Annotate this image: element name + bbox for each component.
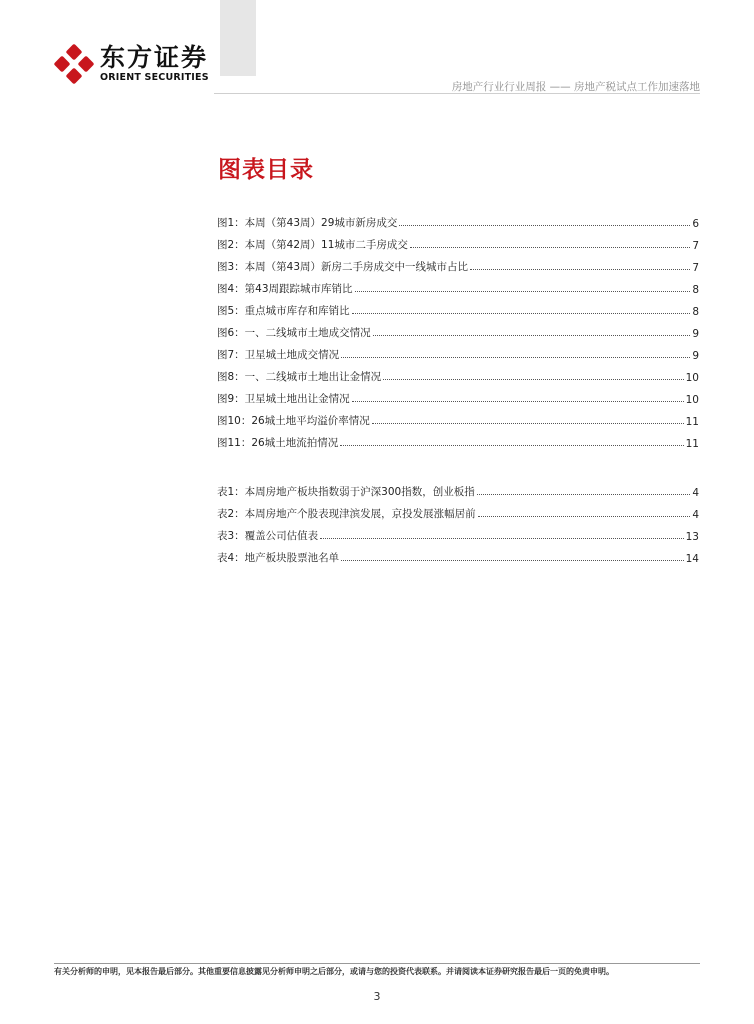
- brand-name-cn: 东方证券: [100, 43, 209, 72]
- toc-entry-figure[interactable]: [217, 208, 699, 230]
- header-divider: [214, 93, 700, 94]
- table-list: [217, 477, 699, 565]
- header-accent-bar: [220, 0, 256, 76]
- report-header: [452, 79, 700, 94]
- toc-entry-label: 表3：覆盖公司估值表: [217, 530, 319, 542]
- dot-leader: [352, 313, 691, 314]
- toc-entry-label: 图7：卫星城土地成交情况: [217, 349, 340, 361]
- page-number: 3: [373, 990, 381, 1003]
- toc-entry-table[interactable]: [217, 477, 699, 499]
- toc-entry-page: 8: [692, 306, 699, 318]
- dot-leader: [399, 225, 690, 226]
- toc-entry-figure[interactable]: [217, 384, 699, 406]
- toc-entry-table[interactable]: [217, 499, 699, 521]
- toc-entry-label: 图11：26城土地流拍情况: [217, 437, 339, 449]
- toc-entry-label: 表2：本周房地产个股表现津滨发展，京投发展涨幅居前: [217, 508, 476, 520]
- toc-entry-figure[interactable]: [217, 318, 699, 340]
- toc-entry-figure[interactable]: [217, 406, 699, 428]
- toc-entry-label: 图2：本周（第42周）11城市二手房成交: [217, 239, 408, 251]
- toc-entry-table[interactable]: [217, 521, 699, 543]
- toc-entry-label: 图6：一、二线城市土地成交情况: [217, 327, 371, 339]
- toc-entry-figure[interactable]: [217, 428, 699, 450]
- toc-entry-page: 4: [692, 487, 699, 499]
- toc-entry-figure[interactable]: [217, 252, 699, 274]
- orient-securities-logo-icon: [54, 44, 94, 84]
- toc-entry-page: 4: [692, 509, 699, 521]
- toc-entry-page: 11: [685, 438, 699, 450]
- toc-entry-page: 14: [685, 553, 699, 565]
- footer-divider: [54, 963, 700, 964]
- dot-leader: [470, 269, 690, 270]
- brand-name-en: ORIENT SECURITIES: [100, 72, 209, 83]
- dot-leader: [320, 538, 683, 539]
- toc-entry-label: 图5：重点城市库存和库销比: [217, 305, 350, 317]
- dot-leader: [477, 494, 691, 495]
- toc-entry-label: 图1：本周（第43周）29城市新房成交: [217, 217, 398, 229]
- toc-entry-label: 表4：地产板块股票池名单: [217, 552, 340, 564]
- dot-leader: [372, 423, 684, 424]
- toc-entry-page: 7: [692, 262, 699, 274]
- figure-list: [217, 208, 699, 450]
- toc-entry-page: 13: [685, 531, 699, 543]
- report-subtitle: 房地产税试点工作加速落地: [574, 81, 700, 93]
- toc-entry-page: 8: [692, 284, 699, 296]
- toc-entry-label: 表1：本周房地产板块指数弱于沪深300指数，创业板指: [217, 486, 475, 498]
- dot-leader: [340, 445, 683, 446]
- toc-entry-label: 图10：26城土地平均溢价率情况: [217, 415, 370, 427]
- dot-leader: [352, 401, 684, 402]
- dot-leader: [341, 560, 683, 561]
- toc-entry-page: 6: [692, 218, 699, 230]
- toc-entry-figure[interactable]: [217, 340, 699, 362]
- dot-leader: [373, 335, 691, 336]
- dot-leader: [410, 247, 690, 248]
- toc-entry-label: 图9：卫星城土地出让金情况: [217, 393, 350, 405]
- dot-leader: [478, 516, 691, 517]
- toc-title: 图表目录: [218, 157, 314, 183]
- dot-leader: [355, 291, 691, 292]
- brand-logo: [54, 44, 209, 84]
- toc-entry-label: 图3：本周（第43周）新房二手房成交中一线城市占比: [217, 261, 469, 273]
- toc-entry-page: 11: [685, 416, 699, 428]
- footer-disclaimer: 有关分析师的申明，见本报告最后部分。其他重要信息披露见分析师申明之后部分，或请与您的投资代表联系。并请阅读本证券研究报告最后一页的免责申明。: [54, 967, 614, 976]
- toc-entry-page: 10: [685, 394, 699, 406]
- toc-entry-label: 图4：第43周跟踪城市库销比: [217, 283, 353, 295]
- toc-entry-page: 9: [692, 350, 699, 362]
- toc-entry-figure[interactable]: [217, 296, 699, 318]
- toc-entry-page: 7: [692, 240, 699, 252]
- header-separator: ——: [549, 81, 571, 93]
- toc-entry-figure[interactable]: [217, 274, 699, 296]
- toc-entry-label: 图8：一、二线城市土地出让金情况: [217, 371, 382, 383]
- toc-entry-figure[interactable]: [217, 362, 699, 384]
- toc-entry-figure[interactable]: [217, 230, 699, 252]
- toc-entry-page: 10: [685, 372, 699, 384]
- toc-entry-page: 9: [692, 328, 699, 340]
- report-type: 房地产行业行业周报: [451, 81, 547, 93]
- toc-entry-table[interactable]: [217, 543, 699, 565]
- dot-leader: [341, 357, 690, 358]
- dot-leader: [383, 379, 683, 380]
